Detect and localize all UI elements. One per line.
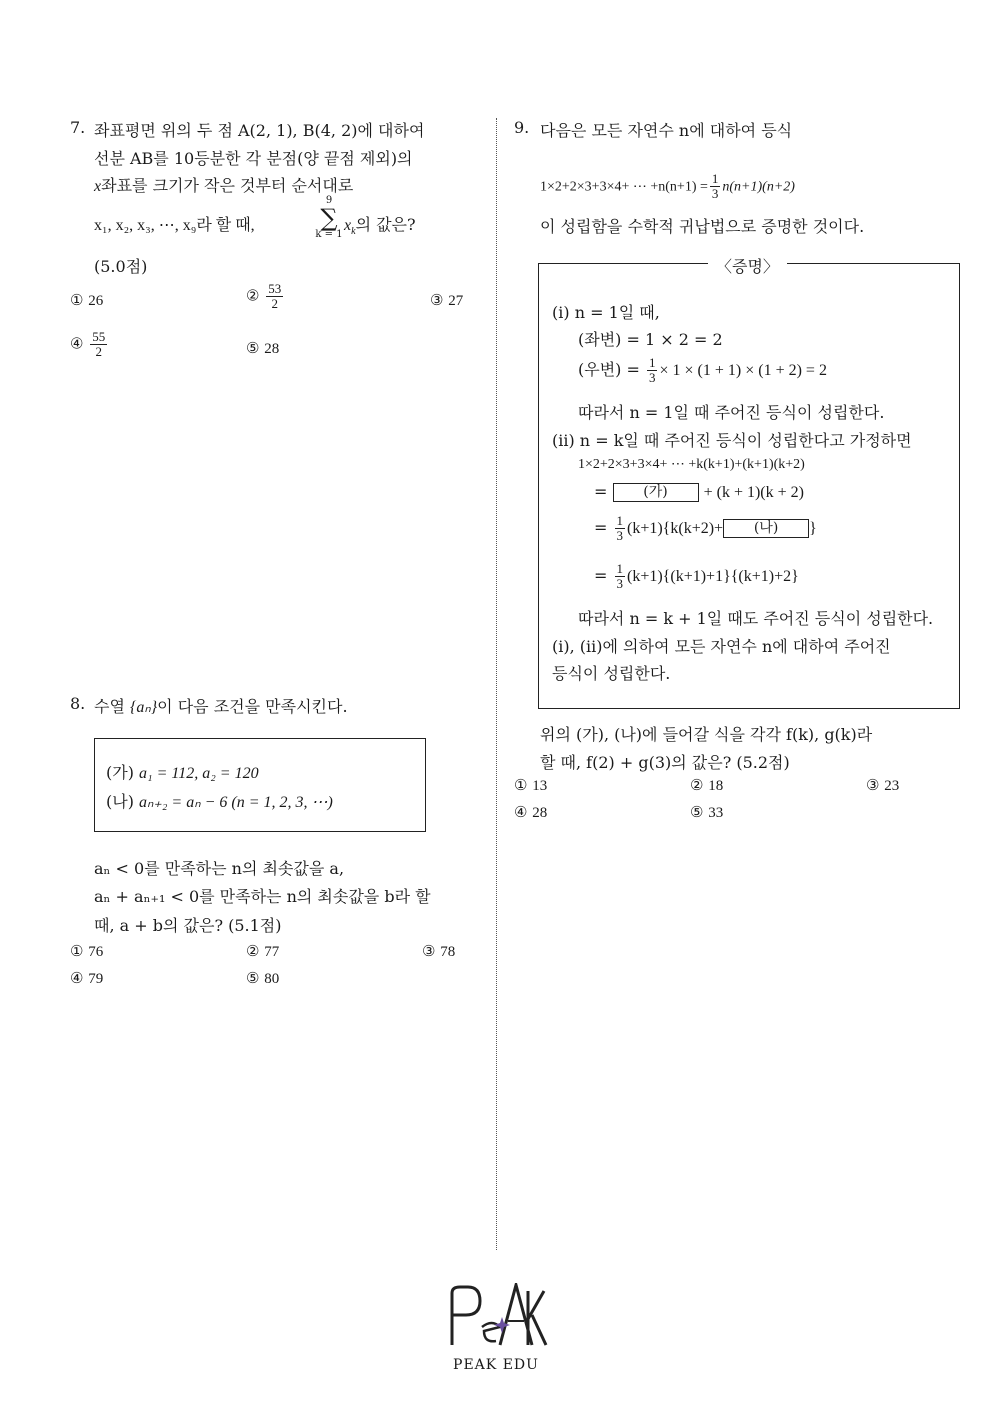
p9-fraction [615, 562, 626, 591]
q7-sigma-bottom: k = 1 [315, 229, 343, 240]
cond-label: (나) [106, 792, 134, 811]
cond-label: (가) [106, 763, 134, 782]
q8-line1: aₙ < 0를 만족하는 n의 최솟값을 a, [94, 859, 345, 878]
q9-choice-1[interactable] [514, 776, 547, 795]
cond-text: a₁ = 112, a₂ = 120 [139, 765, 259, 782]
q8-stem-pre: 수열 [94, 697, 130, 716]
choice-mark: ③ [422, 942, 436, 960]
choice-value: 27 [448, 293, 464, 309]
q8-sequence: {aₙ} [130, 699, 158, 716]
q9-number: 9. [514, 118, 530, 137]
choice-mark: ① [514, 776, 528, 794]
choice-fraction [90, 330, 107, 359]
choice-mark: ② [246, 286, 260, 305]
q7-seq-text: x₁, x₂, x₃, ⋯, x₉라 할 때, [94, 217, 255, 234]
choice-mark: ① [70, 942, 84, 960]
q7-line3-text: 좌표를 크기가 작은 것부터 순서대로 [101, 176, 354, 195]
q9-proof-7 [594, 482, 804, 502]
q9-stem: 다음은 모든 자연수 n에 대하여 등식 [540, 121, 793, 140]
choice-mark: ③ [866, 776, 880, 794]
q9-proof-10: 따라서 n = k + 1일 때도 주어진 등식이 성립한다. [578, 609, 934, 628]
choice-value: 80 [264, 971, 280, 987]
q9-proof-2: (좌변) = 1 × 2 = 2 [578, 330, 723, 349]
q9-proof-5: (ⅱ) n = k일 때 주어진 등식이 성립한다고 가정하면 [552, 431, 912, 450]
q8-stem [94, 694, 348, 717]
q8-number: 8. [70, 694, 86, 713]
peak-edu-logo [444, 1283, 548, 1373]
q9-question-line2: 할 때, f(2) + g(3)의 값은? (5.2점) [540, 753, 790, 772]
peak-logo-mark [444, 1283, 548, 1349]
q8-choice-3[interactable] [422, 942, 455, 961]
choice-mark: ④ [70, 969, 84, 987]
q9-identity [540, 172, 795, 201]
p6-text: 1×2+2×3+3×4+ ⋯ +k(k+1)+(k+1)(k+2) [578, 457, 805, 472]
brand-name: PEAK EDU [453, 1357, 539, 1373]
p8-mid: (k+1){k(k+2)+ [627, 520, 724, 537]
q9-choice-3[interactable] [866, 776, 899, 795]
q9-proof-12: 등식이 성립한다. [552, 664, 671, 683]
frac-num: 1 [616, 513, 623, 528]
q8-stem-post: 이 다음 조건을 만족시킨다. [157, 697, 348, 716]
q8-condition-na [106, 789, 333, 812]
choice-mark: ④ [514, 803, 528, 821]
choice-value: 76 [88, 944, 104, 960]
q9-question-line1: 위의 (가), (나)에 들어갈 식을 각각 f(k), g(k)라 [540, 725, 873, 744]
q9-proof-3 [578, 356, 827, 385]
q8-condition-ga [106, 760, 259, 783]
q9-stem2: 이 성립함을 수학적 귀납법으로 증명한 것이다. [540, 217, 865, 236]
q9-choice-4[interactable] [514, 803, 547, 822]
q7-line1: 좌표평면 위의 두 점 A(2, 1), B(4, 2)에 대하여 [94, 121, 425, 140]
frac-num: 55 [92, 329, 106, 344]
choice-value: 77 [264, 944, 280, 960]
q9-proof-title: 〈증명〉 [708, 254, 787, 277]
q9-proof-9 [594, 562, 799, 591]
choice-value: 28 [264, 341, 280, 357]
q7-points: (5.0점) [94, 257, 148, 276]
choice-mark: ① [70, 291, 84, 309]
choice-value: 26 [88, 293, 104, 309]
choice-value: 78 [440, 944, 456, 960]
choice-mark: ⑤ [246, 339, 260, 357]
frac-den: 3 [711, 186, 719, 201]
choice-mark: ② [246, 942, 260, 960]
choice-mark: ③ [430, 291, 444, 309]
blank-ga: (가) [613, 483, 699, 502]
frac-num: 1 [648, 355, 656, 370]
frac-num: 53 [268, 281, 282, 296]
q7-choice-5[interactable] [246, 339, 279, 358]
q7-line4 [94, 212, 255, 235]
p7-post: + (k + 1)(k + 2) [703, 484, 804, 501]
sigma-symbol: ∑ [320, 204, 338, 232]
choice-value: 28 [532, 805, 548, 821]
column-divider [496, 118, 497, 1250]
choice-value: 79 [88, 971, 104, 987]
q7-sigma-term: x [344, 217, 352, 234]
blank-na: (나) [723, 519, 809, 538]
q9-proof-8 [594, 514, 817, 543]
p8-fraction [615, 514, 626, 543]
frac-num: 1 [616, 561, 623, 576]
choice-mark: ⑤ [690, 803, 704, 821]
q7-line3 [94, 173, 353, 196]
q7-line2: 선분 AB를 10등분한 각 분점(양 끝점 제외)의 [94, 149, 413, 168]
identity-left: 1×2+2×3+3×4+ ⋯ +n(n+1) = [540, 179, 708, 195]
p3-fraction [647, 356, 658, 385]
q7-number: 7. [70, 118, 86, 137]
choice-value: 23 [884, 778, 900, 794]
equals: = [594, 482, 608, 501]
choice-mark: ④ [70, 334, 84, 353]
frac-den: 3 [648, 370, 656, 385]
q8-choice-1[interactable] [70, 942, 103, 961]
q9-proof-1: (ⅰ) n = 1일 때, [552, 303, 660, 322]
cond-text: aₙ₊₂ = aₙ − 6 (n = 1, 2, 3, ⋯) [139, 794, 333, 811]
q8-choice-2[interactable] [246, 942, 279, 961]
choice-value: 33 [708, 805, 724, 821]
q7-choice-4[interactable] [70, 330, 109, 359]
q8-choice-4[interactable] [70, 969, 103, 988]
equals: = [594, 566, 608, 585]
q7-line4-post [344, 212, 416, 237]
q7-var-x: x [94, 178, 102, 195]
identity-right: n(n+1)(n+2) [722, 179, 795, 195]
frac-den: 3 [616, 528, 623, 543]
q7-sigma-top: 9 [325, 195, 333, 206]
choice-mark: ⑤ [246, 969, 260, 987]
q7-choice-3[interactable] [430, 291, 463, 310]
q9-proof-4: 따라서 n = 1일 때 주어진 등식이 성립한다. [578, 403, 885, 422]
q8-line3: 때, a + b의 값은? (5.1점) [94, 916, 282, 935]
q8-line2: aₙ + aₙ₊₁ < 0를 만족하는 n의 최솟값을 b라 할 [94, 887, 431, 906]
frac-den: 2 [271, 296, 278, 311]
choice-value: 13 [532, 778, 548, 794]
q7-summation [314, 196, 344, 240]
choice-mark: ② [690, 776, 704, 794]
frac-den: 3 [616, 576, 623, 591]
p3-post: × 1 × (1 + 1) × (1 + 2) = 2 [659, 362, 827, 379]
q7-choice-1[interactable] [70, 291, 103, 310]
equals: = [594, 518, 608, 537]
q7-question-end: 의 값은? [355, 215, 416, 234]
q7-choice-2[interactable] [246, 282, 285, 311]
q8-choice-5[interactable] [246, 969, 279, 988]
q9-proof-6 [578, 456, 805, 473]
p3-pre: (우변) = [578, 360, 640, 379]
q9-choice-2[interactable] [690, 776, 723, 795]
q9-proof-11: (ⅰ), (ⅱ)에 의하여 모든 자연수 n에 대하여 주어진 [552, 637, 891, 656]
q9-choice-5[interactable] [690, 803, 723, 822]
frac-num: 1 [711, 171, 719, 186]
identity-fraction [710, 172, 721, 201]
choice-value: 18 [708, 778, 724, 794]
frac-den: 2 [95, 344, 102, 359]
q8-condition-box [94, 738, 426, 832]
p9-post: (k+1){(k+1)+1}{(k+1)+2} [627, 568, 799, 585]
choice-fraction [266, 282, 283, 311]
p8-end: } [809, 520, 817, 537]
q7-sigma-sub: k [351, 226, 356, 238]
